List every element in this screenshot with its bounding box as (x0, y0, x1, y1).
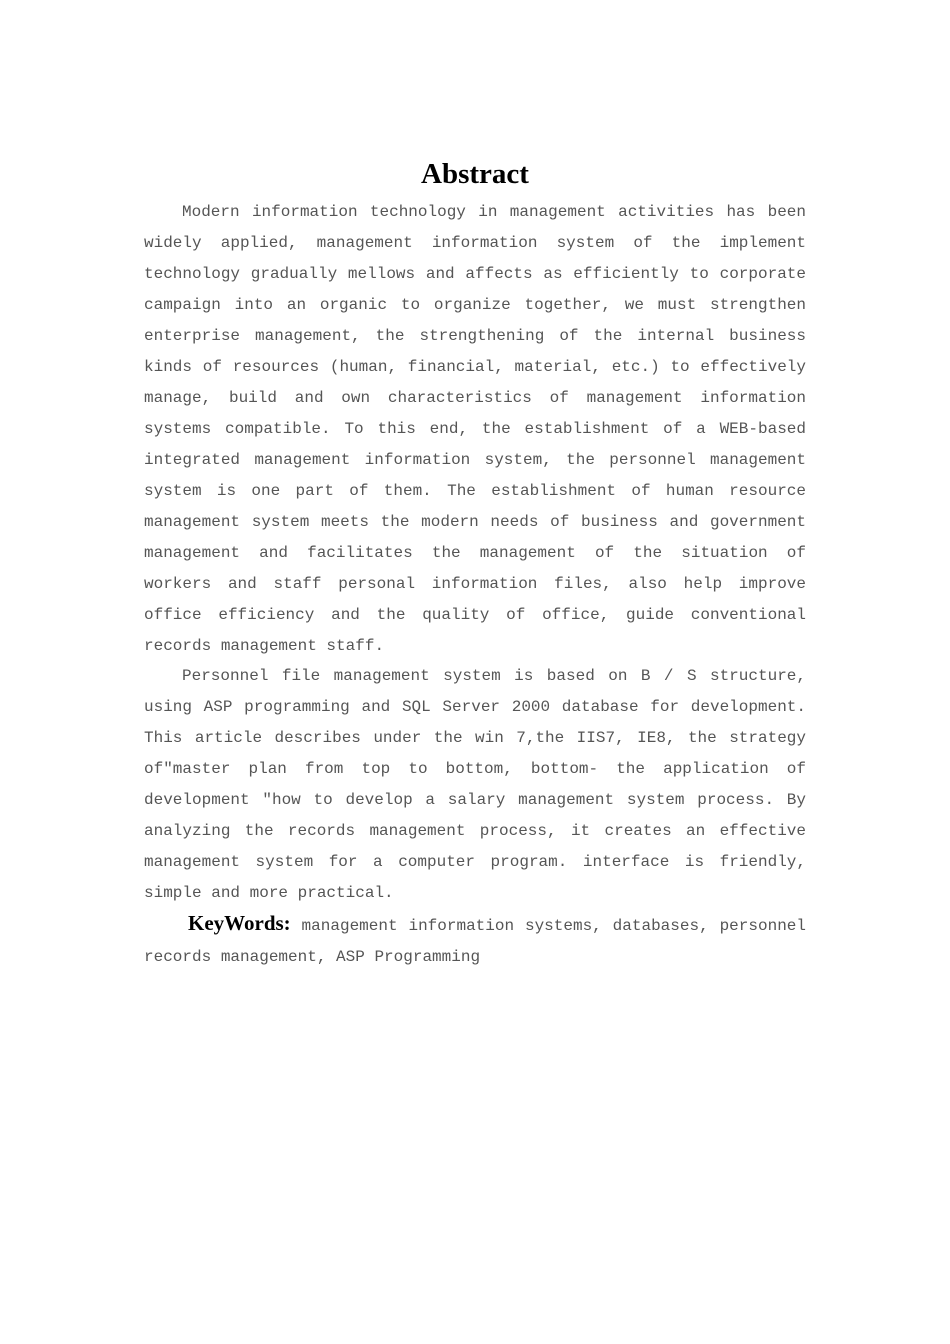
abstract-paragraph-2: Personnel file management system is based on B / S structure, using ASP programming and SQL Server 2000 database for development. This article describes under the win 7,the IIS7, IE8, the strategy of″master plan from top to bottom, bottom- the application of development ″how to develop a salary management system process. By analyzing the records management process, it creates an effective management system for a computer program. interface is friendly, simple and more practical. (144, 667, 806, 902)
abstract-title: Abstract (421, 158, 529, 190)
keywords-text: management information systems, databases, personnel records management, ASP Programming (144, 917, 806, 966)
abstract-page (144, 155, 806, 973)
keywords-label: KeyWords: (188, 911, 291, 935)
abstract-paragraph-1: Modern information technology in management activities has been widely applied, management information system of the implement technology gradually mellows and affects as efficiently to corporate campaign into an organic to organize together, we must strengthen enterprise management, the strengthening of the internal business kinds of resources (human, financial, material, etc.) to effectively manage, build and own characteristics of management information systems compatible. To this end, the establishment of a WEB-based integrated management information system, the personnel management system is one part of them. The establishment of human resource management system meets the modern needs of business and government management and facilitates the management of the situation of workers and staff personal information files, also help improve office efficiency and the quality of office, guide conventional records management staff. (144, 203, 806, 655)
keywords-line (144, 908, 806, 973)
